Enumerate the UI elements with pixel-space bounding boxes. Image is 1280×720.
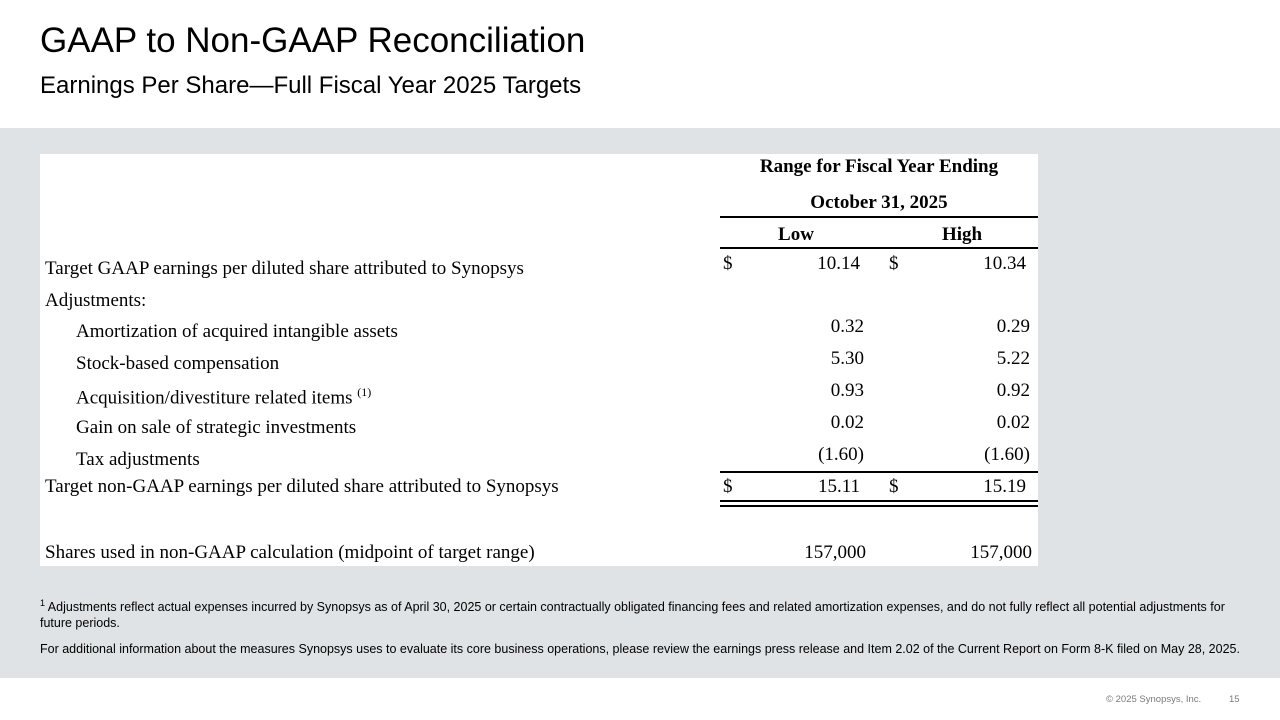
gaap-eps-low: 10.14 xyxy=(817,253,860,274)
amortization-high: 0.29 xyxy=(996,316,1030,337)
footnote-1-text: Adjustments reflect actual expenses incurred by Synopsys as of April 30, 2025 or certain contractually obligated financing fees and related amortization expenses, and do not fully reflect all potential adjustments for future periods. xyxy=(40,600,1225,631)
non-gaap-eps-low: 15.11 xyxy=(817,476,860,497)
amortization-low: 0.32 xyxy=(830,316,864,337)
footnotes xyxy=(40,595,1240,667)
row-label-adjustments: Adjustments: xyxy=(45,290,147,311)
acquisition-label-text: Acquisition/divestiture related items xyxy=(76,387,353,409)
page-subtitle: Earnings Per Share—Full Fiscal Year 2025 Targets xyxy=(40,72,582,99)
row-label-amortization: Amortization of acquired intangible assets xyxy=(76,321,398,342)
page-title: GAAP to Non-GAAP Reconciliation xyxy=(40,21,586,60)
content-band xyxy=(0,128,1280,678)
gain-on-sale-high: 0.02 xyxy=(996,412,1030,433)
row-label-shares: Shares used in non-GAAP calculation (midpoint of target range) xyxy=(45,542,535,563)
row-label-gaap-eps: Target GAAP earnings per diluted share attributed to Synopsys xyxy=(45,258,524,279)
copyright: © 2025 Synopsys, Inc. xyxy=(1106,694,1202,705)
currency-symbol: $ xyxy=(723,253,733,274)
tax-high: (1.60) xyxy=(984,444,1030,465)
row-label-tax: Tax adjustments xyxy=(76,449,200,470)
column-header-divider xyxy=(720,247,1038,249)
currency-symbol: $ xyxy=(889,476,899,497)
row-label-non-gaap-eps: Target non-GAAP earnings per diluted share attributed to Synopsys xyxy=(45,476,559,497)
total-double-underline-top xyxy=(720,500,1038,502)
range-heading-line-2: October 31, 2025 xyxy=(810,192,948,213)
currency-symbol: $ xyxy=(889,253,899,274)
reconciliation-table xyxy=(40,154,1038,566)
acquisition-low: 0.93 xyxy=(830,380,864,401)
footnote-marker: (1) xyxy=(357,385,372,399)
shares-high: 157,000 xyxy=(970,542,1032,563)
shares-low: 157,000 xyxy=(804,542,866,563)
additional-info-note: For additional information about the measures Synopsys uses to evaluate its core business operations, please review the earnings press release and Item 2.02 of the Current Report on Form 8-K filed on May 28, 2025. xyxy=(40,642,1240,657)
acquisition-high: 0.92 xyxy=(996,380,1030,401)
stock-comp-high: 5.22 xyxy=(996,348,1030,369)
footnote-1-mark: 1 xyxy=(40,598,46,608)
gaap-eps-high: 10.34 xyxy=(983,253,1026,274)
footnote-1 xyxy=(40,595,1240,631)
header-divider xyxy=(720,216,1038,218)
column-low-header: Low xyxy=(778,224,814,245)
page-number: 15 xyxy=(1229,694,1240,705)
tax-low: (1.60) xyxy=(818,444,864,465)
row-label-stock-comp: Stock-based compensation xyxy=(76,353,280,374)
range-heading-line-1: Range for Fiscal Year Ending xyxy=(759,156,999,177)
total-double-underline-bottom xyxy=(720,505,1038,507)
currency-symbol: $ xyxy=(723,476,733,497)
stock-comp-low: 5.30 xyxy=(830,348,864,369)
column-high-header: High xyxy=(941,224,983,245)
row-label-acquisition xyxy=(76,385,371,409)
subtotal-divider xyxy=(720,471,1038,473)
non-gaap-eps-high: 15.19 xyxy=(983,476,1026,497)
gain-on-sale-low: 0.02 xyxy=(830,412,864,433)
row-label-gain-on-sale: Gain on sale of strategic investments xyxy=(76,417,357,438)
